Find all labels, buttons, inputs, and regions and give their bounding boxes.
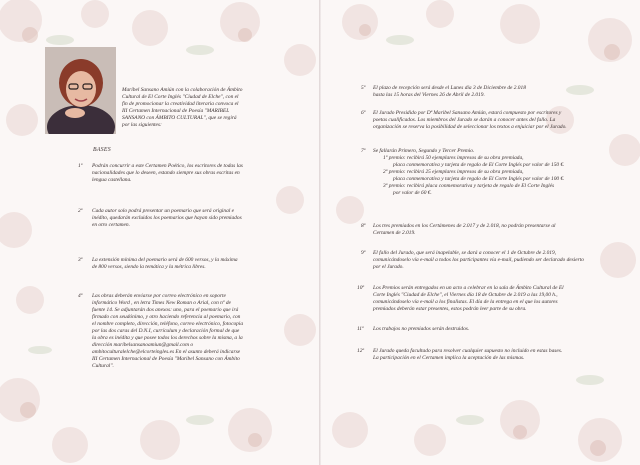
rule-line: El fallo del Jurado, que será inapelable, se dará a conocer el 1 de Octubre de 2.019, bbox=[373, 250, 557, 256]
prize-line: por valor de 60 €. bbox=[393, 190, 432, 196]
rule-line: Podrán concurrir a este Certamen Poético, los escritores de todas las bbox=[92, 163, 243, 169]
rule-line: Se fallarán Primero, Segundo y Tercer Premio. bbox=[373, 148, 475, 154]
rule-line: Cultural". bbox=[92, 363, 114, 369]
author-photo bbox=[45, 47, 116, 134]
intro-line: por las siguientes: bbox=[122, 122, 162, 128]
rule-number: 7º bbox=[361, 148, 366, 154]
rule-line: informático Word , en letra Times New Roman o Arial, con nº de bbox=[92, 300, 231, 306]
rule-line: en otro certamen. bbox=[92, 222, 130, 228]
rule-number: 6º bbox=[361, 110, 366, 116]
rule-number: 1º bbox=[78, 163, 83, 169]
portrait-image bbox=[45, 47, 116, 134]
rule-line: premiados deberán estar presentes, estos podrán leer parte de su obra. bbox=[373, 306, 527, 312]
rule-line: Los tres premiados en los Certámenes de 2.017 y de 2.018, no podrán presentarse al bbox=[373, 223, 556, 229]
rule-line: dirección maribelsansanoamiun@gmail.com o bbox=[92, 342, 194, 348]
rule-line: el nombre completo, dirección, teléfono, correo electrónico, fotocopia bbox=[92, 321, 244, 327]
intro-line: III Certamen Internacional de Poesía "MARIBEL bbox=[122, 108, 230, 114]
rule-line: fuente 14. Se adjuntarán dos anexos: uno, para el poemario que irá bbox=[92, 307, 239, 313]
rule-line: Corte Inglés "Ciudad de Elche", el Viernes día 18 de Octubre de 2.019 a las 19,00 h., bbox=[373, 292, 558, 298]
intro-line: Maribel Sansano Amiún con la colaboración de Ámbito bbox=[122, 87, 243, 93]
rule-line: ambitoculturalelche@elcorteingles.es En el asunto deberá indicarse bbox=[92, 349, 241, 355]
rule-line: La extensión mínima del poemario será de 600 versos, y la máxima bbox=[92, 257, 238, 263]
rule-line: El Jurado Presidido por Dª Maribel Sansano Amiún, estará compuesto por escritores y bbox=[373, 110, 562, 116]
rule-line: Los Premios serán entregados en un acto a celebrar en la sala de Ámbito Cultural de El bbox=[373, 285, 564, 291]
prize-line: 2º premio: recibirá 25 ejemplares impresos de su obra premiada, bbox=[383, 169, 524, 175]
rule-line: El plazo de recepción será desde el Lunes día 3 de Diciembre de 2.018 bbox=[373, 85, 526, 91]
rule-line: III Certamen Internacional de Poesía "Maribel Sansano con Ámbito bbox=[92, 356, 240, 362]
rule-line: lengua castellana. bbox=[92, 177, 132, 183]
rule-number: 5º bbox=[361, 85, 366, 91]
rule-line: inédito, quedarán excluidos los poemarios que hayan sido premiados bbox=[92, 215, 242, 221]
intro-line: Cultural de El Corte Inglés "Ciudad de Elche", con el bbox=[122, 94, 239, 100]
rule-line: firmado con seudónimo, y otro haciendo referencia al poemario, con bbox=[92, 314, 241, 320]
prize-line: placa conmemorativa y tarjeta de regalo de El Corte Inglés por valor de 100 €. bbox=[393, 176, 565, 182]
prize-line: 3º premio: recibirá placa conmemorativa y tarjeta de regalo de El Corte Inglés bbox=[383, 183, 555, 189]
intro-line: fin de promocionar la creatividad literaria convoca el bbox=[122, 101, 239, 107]
rule-number: 9º bbox=[361, 250, 366, 256]
rule-line: La participación en el Certamen implica la aceptación de las mismas. bbox=[373, 355, 525, 361]
rule-line: nacionalidades que lo deseen, estando siempre sus obras escritas en bbox=[92, 170, 240, 176]
rule-line: poetas cualificados. Los miembros del Jurado se darán a conocer antes del fallo. La bbox=[373, 117, 556, 123]
rule-number: 2º bbox=[78, 208, 83, 214]
page-fold bbox=[319, 0, 321, 465]
bases-heading: BASES bbox=[93, 147, 111, 153]
rule-line: comunicándoselo vía e-mail a los finalistas. El día de la entrega en el que los autores bbox=[373, 299, 558, 305]
rule-number: 10º bbox=[357, 285, 365, 291]
rule-number: 11º bbox=[357, 326, 364, 332]
rule-line: comunicándoselo vía e-mail a todos los participantes vía e-mail, pudiendo ser declarado desierto bbox=[373, 257, 584, 263]
rule-line: El Jurado queda facultado para resolver cualquier supuesto no incluido en estas bases. bbox=[373, 348, 563, 354]
rule-number: 4º bbox=[78, 293, 83, 299]
rule-line: Las obras deberán enviarse por correo electrónico en soporte bbox=[92, 293, 226, 299]
rule-line: de 800 versos, siendo la temática y la métrica libres. bbox=[92, 264, 206, 270]
rule-line: la obra es inédita y que posee todos los derechos sobre la misma, a la bbox=[92, 335, 243, 341]
rule-number: 12º bbox=[357, 348, 365, 354]
intro-line: SANSANO con ÁMBITO CULTURAL", que se regirá bbox=[122, 115, 237, 121]
rule-number: 8º bbox=[361, 223, 366, 229]
rule-line: por el Jurado. bbox=[373, 264, 404, 270]
rule-line: hasta las 15 horas del Viernes 26 de Abril de 2.019. bbox=[373, 92, 485, 98]
rule-line: organización se reserva la posibilidad de seleccionar los textos a enjuiciar por el Jurado. bbox=[373, 124, 567, 130]
rule-line: Cada autor solo podrá presentar un poemario que será original e bbox=[92, 208, 235, 214]
rule-line: Los trabajos no premiados serán destruidos. bbox=[373, 326, 470, 332]
prize-line: placa conmemorativa y tarjeta de regalo de El Corte Inglés por valor de 150 €. bbox=[393, 162, 565, 168]
prize-line: 1º premio: recibirá 50 ejemplares impresos de su obra premiada, bbox=[383, 155, 524, 161]
rule-line: por las dos caras del D.N.I, currículum y declaración formal de que bbox=[92, 328, 240, 334]
rule-line: Certamen de 2.019. bbox=[373, 230, 416, 236]
rule-number: 3º bbox=[78, 257, 83, 263]
